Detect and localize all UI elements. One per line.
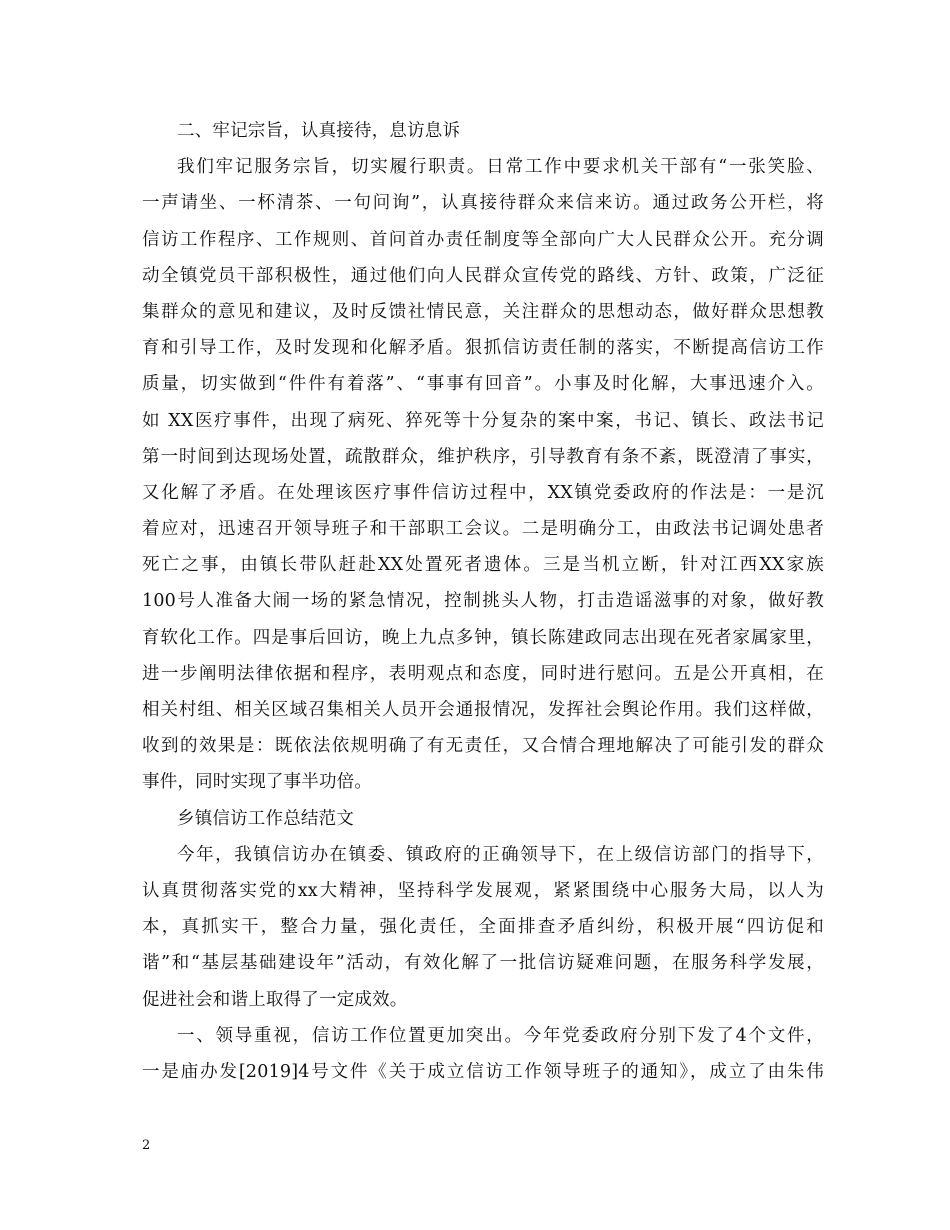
text-line: 认真贯彻落实党的xx大精神，坚持科学发展观，紧紧围绕中心服务大局，以人为 bbox=[142, 880, 824, 901]
text-line: 一声请坐、一杯清茶、一句问询”，认真接待群众来信来访。通过政务公开栏，将 bbox=[142, 193, 824, 214]
text-line: 进一步阐明法律依据和程序，表明观点和态度，同时进行慰问。五是公开真相，在 bbox=[142, 663, 824, 684]
text-line: 我们牢记服务宗旨，切实履行职责。日常工作中要求机关干部有“一张笑脸、 bbox=[177, 157, 824, 178]
text-line: 死亡之事，由镇长带队赶赴XX处置死者遗体。三是当机立断，针对江西XX家族 bbox=[142, 555, 824, 576]
text-line: 第一时间到达现场处置，疏散群众，维护秩序，引导教育有条不紊，既澄清了事实， bbox=[142, 446, 824, 467]
text-line: 一是庙办发[2019]4号文件《关于成立信访工作领导班子的通知》，成立了由朱伟 bbox=[142, 1061, 824, 1082]
text-line: 促进社会和谐上取得了一定成效。 bbox=[142, 989, 408, 1010]
text-line: 乡镇信访工作总结范文 bbox=[177, 808, 354, 829]
text-line: 一、领导重视，信访工作位置更加突出。今年党委政府分别下发了4个文件， bbox=[177, 1025, 824, 1046]
text-line: 二、牢记宗旨，认真接待，息访息诉 bbox=[177, 121, 461, 141]
text-line: 本，真抓实干，整合力量，强化责任，全面排查矛盾纠纷，积极开展“四访促和 bbox=[142, 917, 824, 938]
text-line: 相关村组、相关区域召集相关人员开会通报情况，发挥社会舆论作用。我们这样做， bbox=[142, 700, 824, 720]
text-line: 又化解了矛盾。在处理该医疗事件信访过程中，XX镇党委政府的作法是：一是沉 bbox=[142, 482, 824, 503]
text-line: 事件，同时实现了事半功倍。 bbox=[142, 772, 373, 793]
text-line: 质量，切实做到“件件有着落”、“事事有回音”。小事及时化解，大事迅速介入。 bbox=[142, 374, 824, 395]
document-body bbox=[142, 113, 824, 1090]
page-number: 2 bbox=[142, 1138, 151, 1153]
text-line: 育软化工作。四是事后回访，晚上九点多钟，镇长陈建政同志出现在死者家属家里， bbox=[142, 627, 824, 648]
text-line: 着应对，迅速召开领导班子和干部职工会议。二是明确分工，由政法书记调处患者 bbox=[142, 519, 824, 540]
text-line: 育和引导工作，及时发现和化解矛盾。狠抓信访责任制的落实，不断提高信访工作 bbox=[142, 338, 824, 359]
text-line: 如 XX医疗事件，出现了病死、猝死等十分复杂的案中案，书记、镇长、政法书记 bbox=[142, 410, 824, 431]
text-line: 集群众的意见和建议，及时反馈社情民意，关注群众的思想动态，做好群众思想教 bbox=[142, 301, 824, 322]
text-line: 收到的效果是：既依法依规明确了有无责任，又合情合理地解决了可能引发的群众 bbox=[142, 736, 824, 757]
text-line: 今年，我镇信访办在镇委、镇政府的正确领导下，在上级信访部门的指导下， bbox=[177, 844, 824, 865]
text-line: 100号人准备大闹一场的紧急情况，控制挑头人物，打击造谣滋事的对象，做好教 bbox=[142, 591, 824, 612]
text-line: 信访工作程序、工作规则、首问首办责任制度等全部向广大人民群众公开。充分调 bbox=[142, 229, 824, 250]
text-line: 谐”和“基层基础建设年”活动，有效化解了一批信访疑难问题，在服务科学发展， bbox=[142, 953, 824, 974]
text-line: 动全镇党员干部积极性，通过他们向人民群众宣传党的路线、方针、政策，广泛征 bbox=[142, 265, 824, 286]
